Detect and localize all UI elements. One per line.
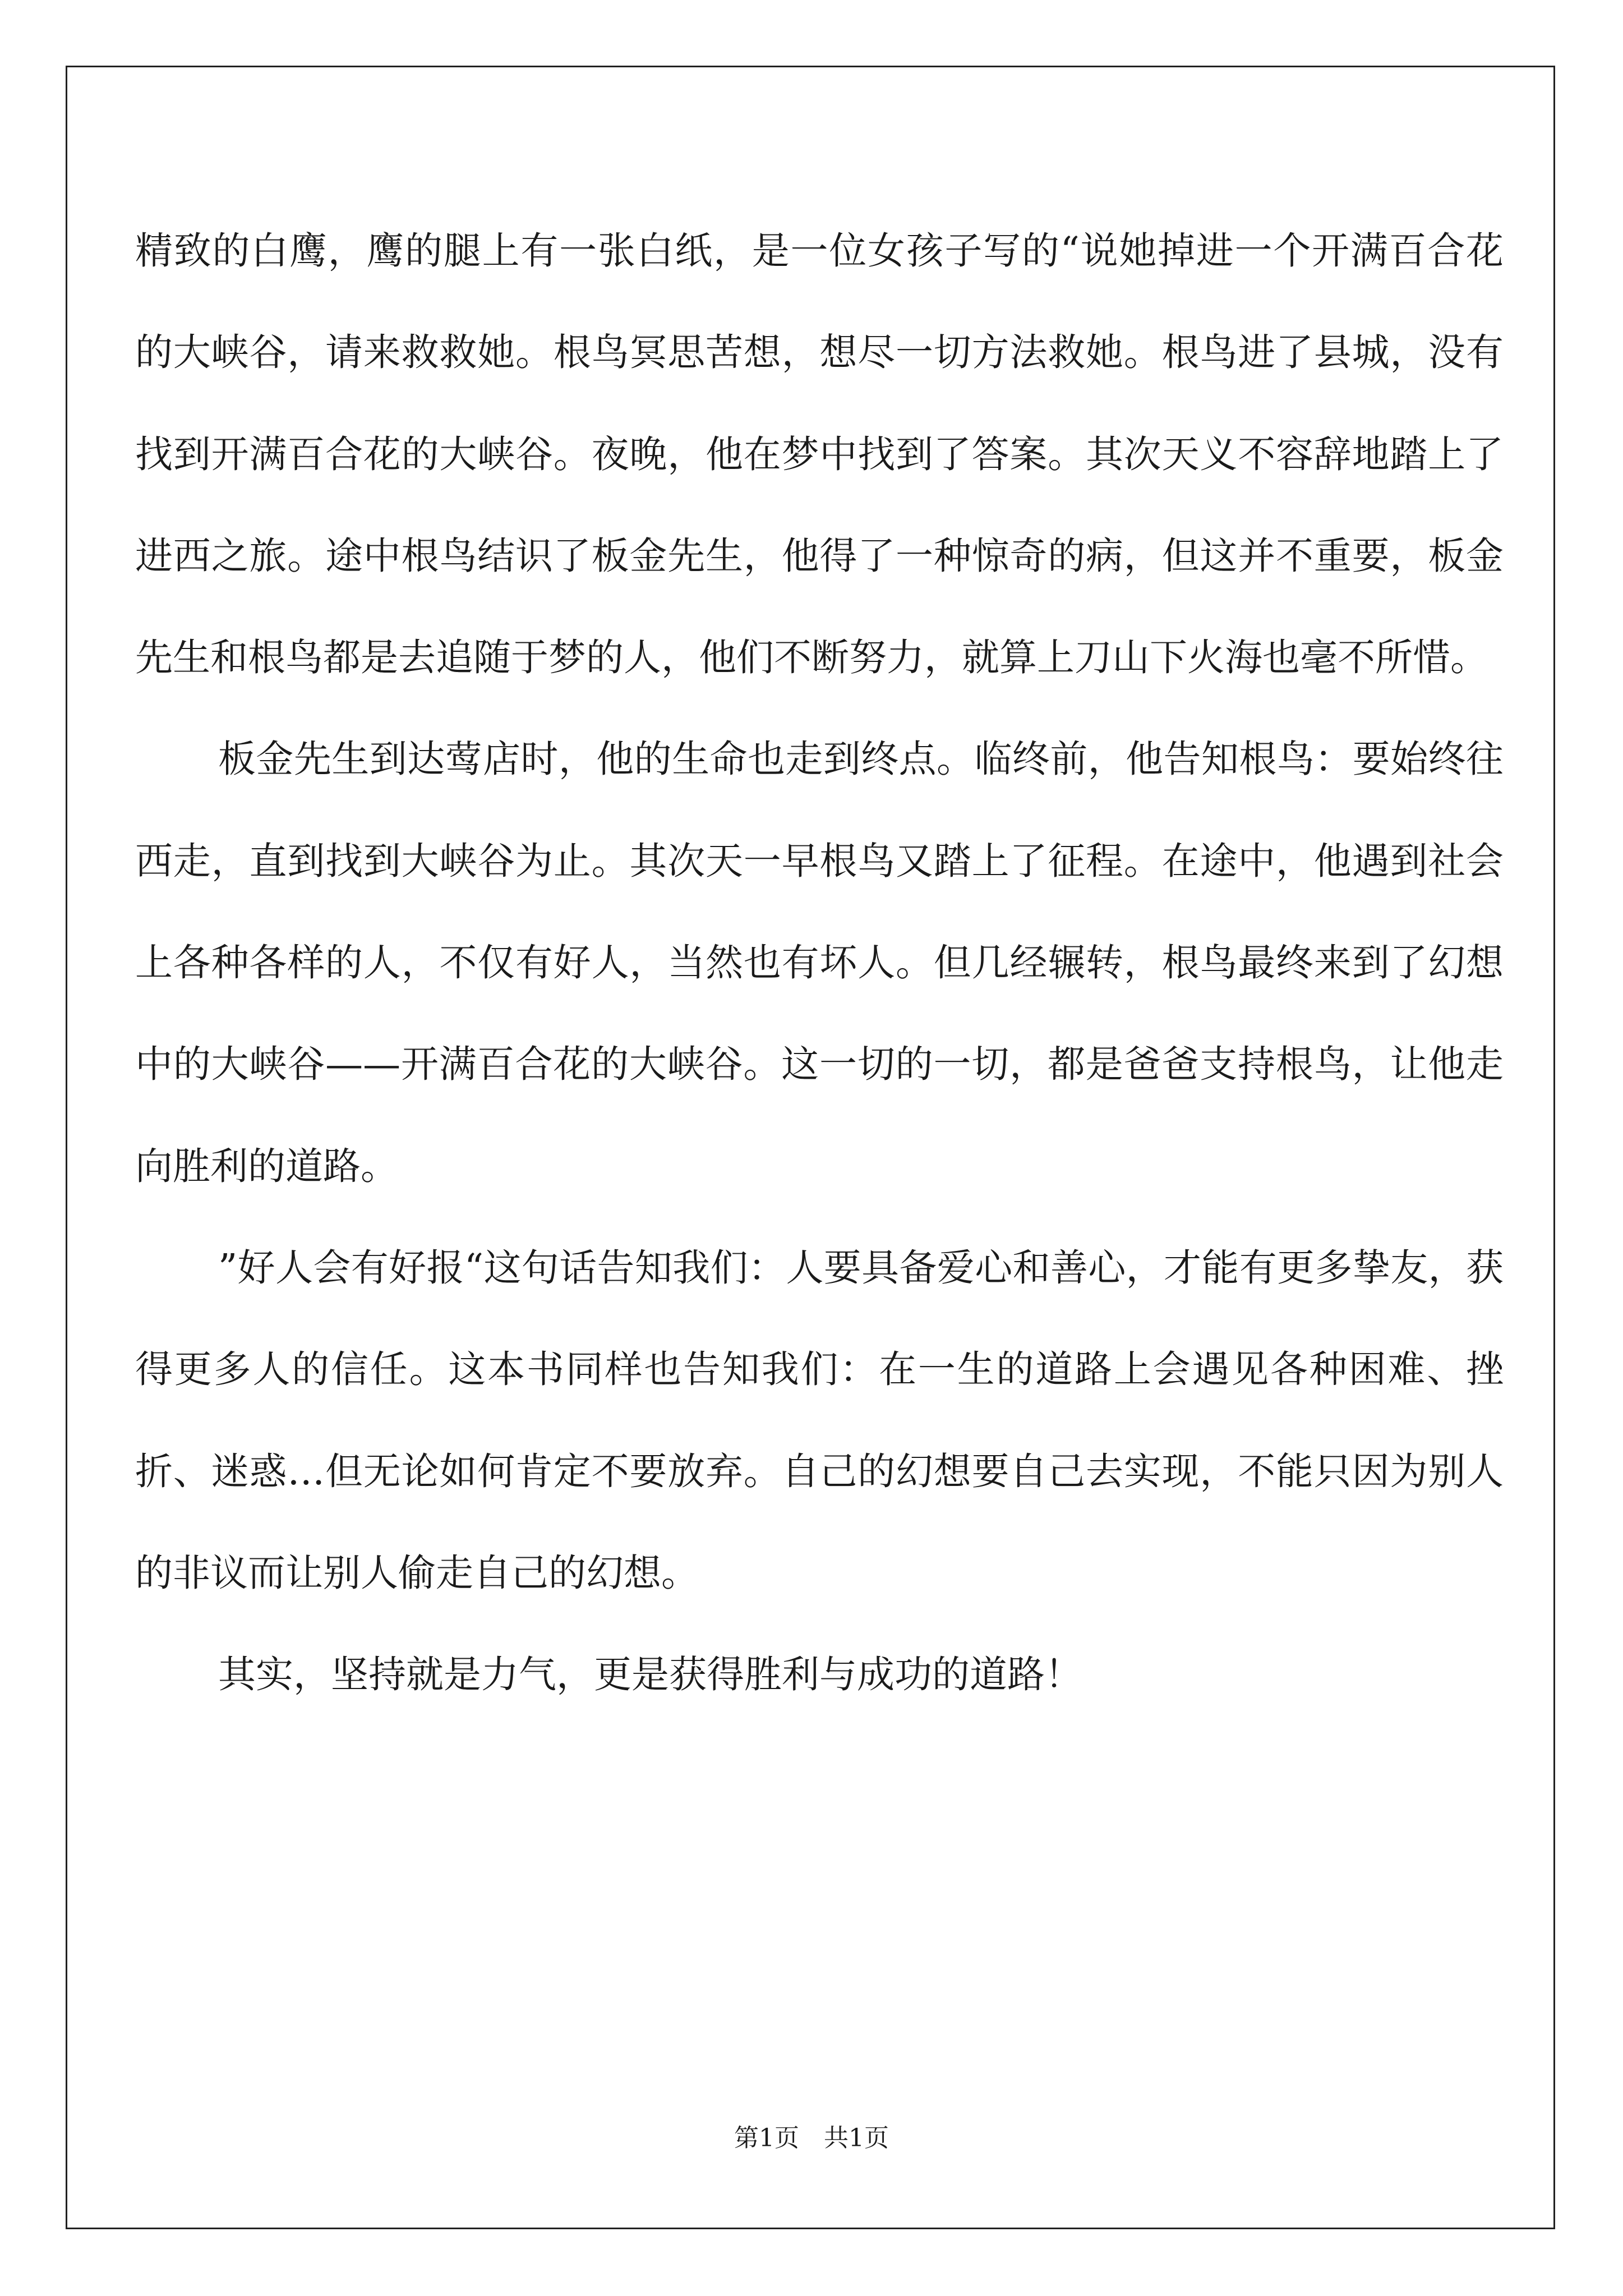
paragraph-3: ”好人会有好报“这句话告知我们：人要具备爱心和善心，才能有更多挚友，获得更多人的信任。这本书同样也告知我们：在一生的道路上会遇见各种困难、挫折、迷惑…但无论如何肯定不要放弃。自己的幻想要自己去实现，不能只因为别人的非议而让别人偷走自己的幻想。: [135, 1245, 1504, 1595]
paragraph-4: 其实，坚持就是力气，更是获得胜利与成功的道路！: [218, 1653, 1082, 1697]
paragraph-1: 精致的白鹰，鹰的腿上有一张白纸，是一位女孩子写的“说她掉进一个开满百合花的大峡谷，请来救救她。根鸟冥思苦想，想尽一切方法救她。根鸟进了县城，没有找到开满百合花的大峡谷。夜晚，他在梦中找到了答案。其次天义不容辞地踏上了进西之旅。途中根鸟结识了板金先生，他得了一种惊奇的病，但这并不重要，板金先生和根鸟都是去追随于梦的人，他们不断努力，就算上刀山下火海也毫不所惜。: [135, 229, 1504, 680]
page-number: 第1页: [734, 2124, 799, 2152]
page-total: 共1页: [824, 2124, 889, 2152]
paragraph-2: 板金先生到达莺店时，他的生命也走到终点。临终前，他告知根鸟：要始终往西走，直到找到大峡谷为止。其次天一早根鸟又踏上了征程。在途中，他遇到社会上各种各样的人，不仅有好人，当然也有坏人。但几经辗转，根鸟最终来到了幻想中的大峡谷——开满百合花的大峡谷。这一切的一切，都是爸爸支持根鸟，让他走向胜利的道路。: [135, 737, 1504, 1188]
page-footer: [0, 2122, 1623, 2155]
document-body: [135, 200, 1504, 1726]
